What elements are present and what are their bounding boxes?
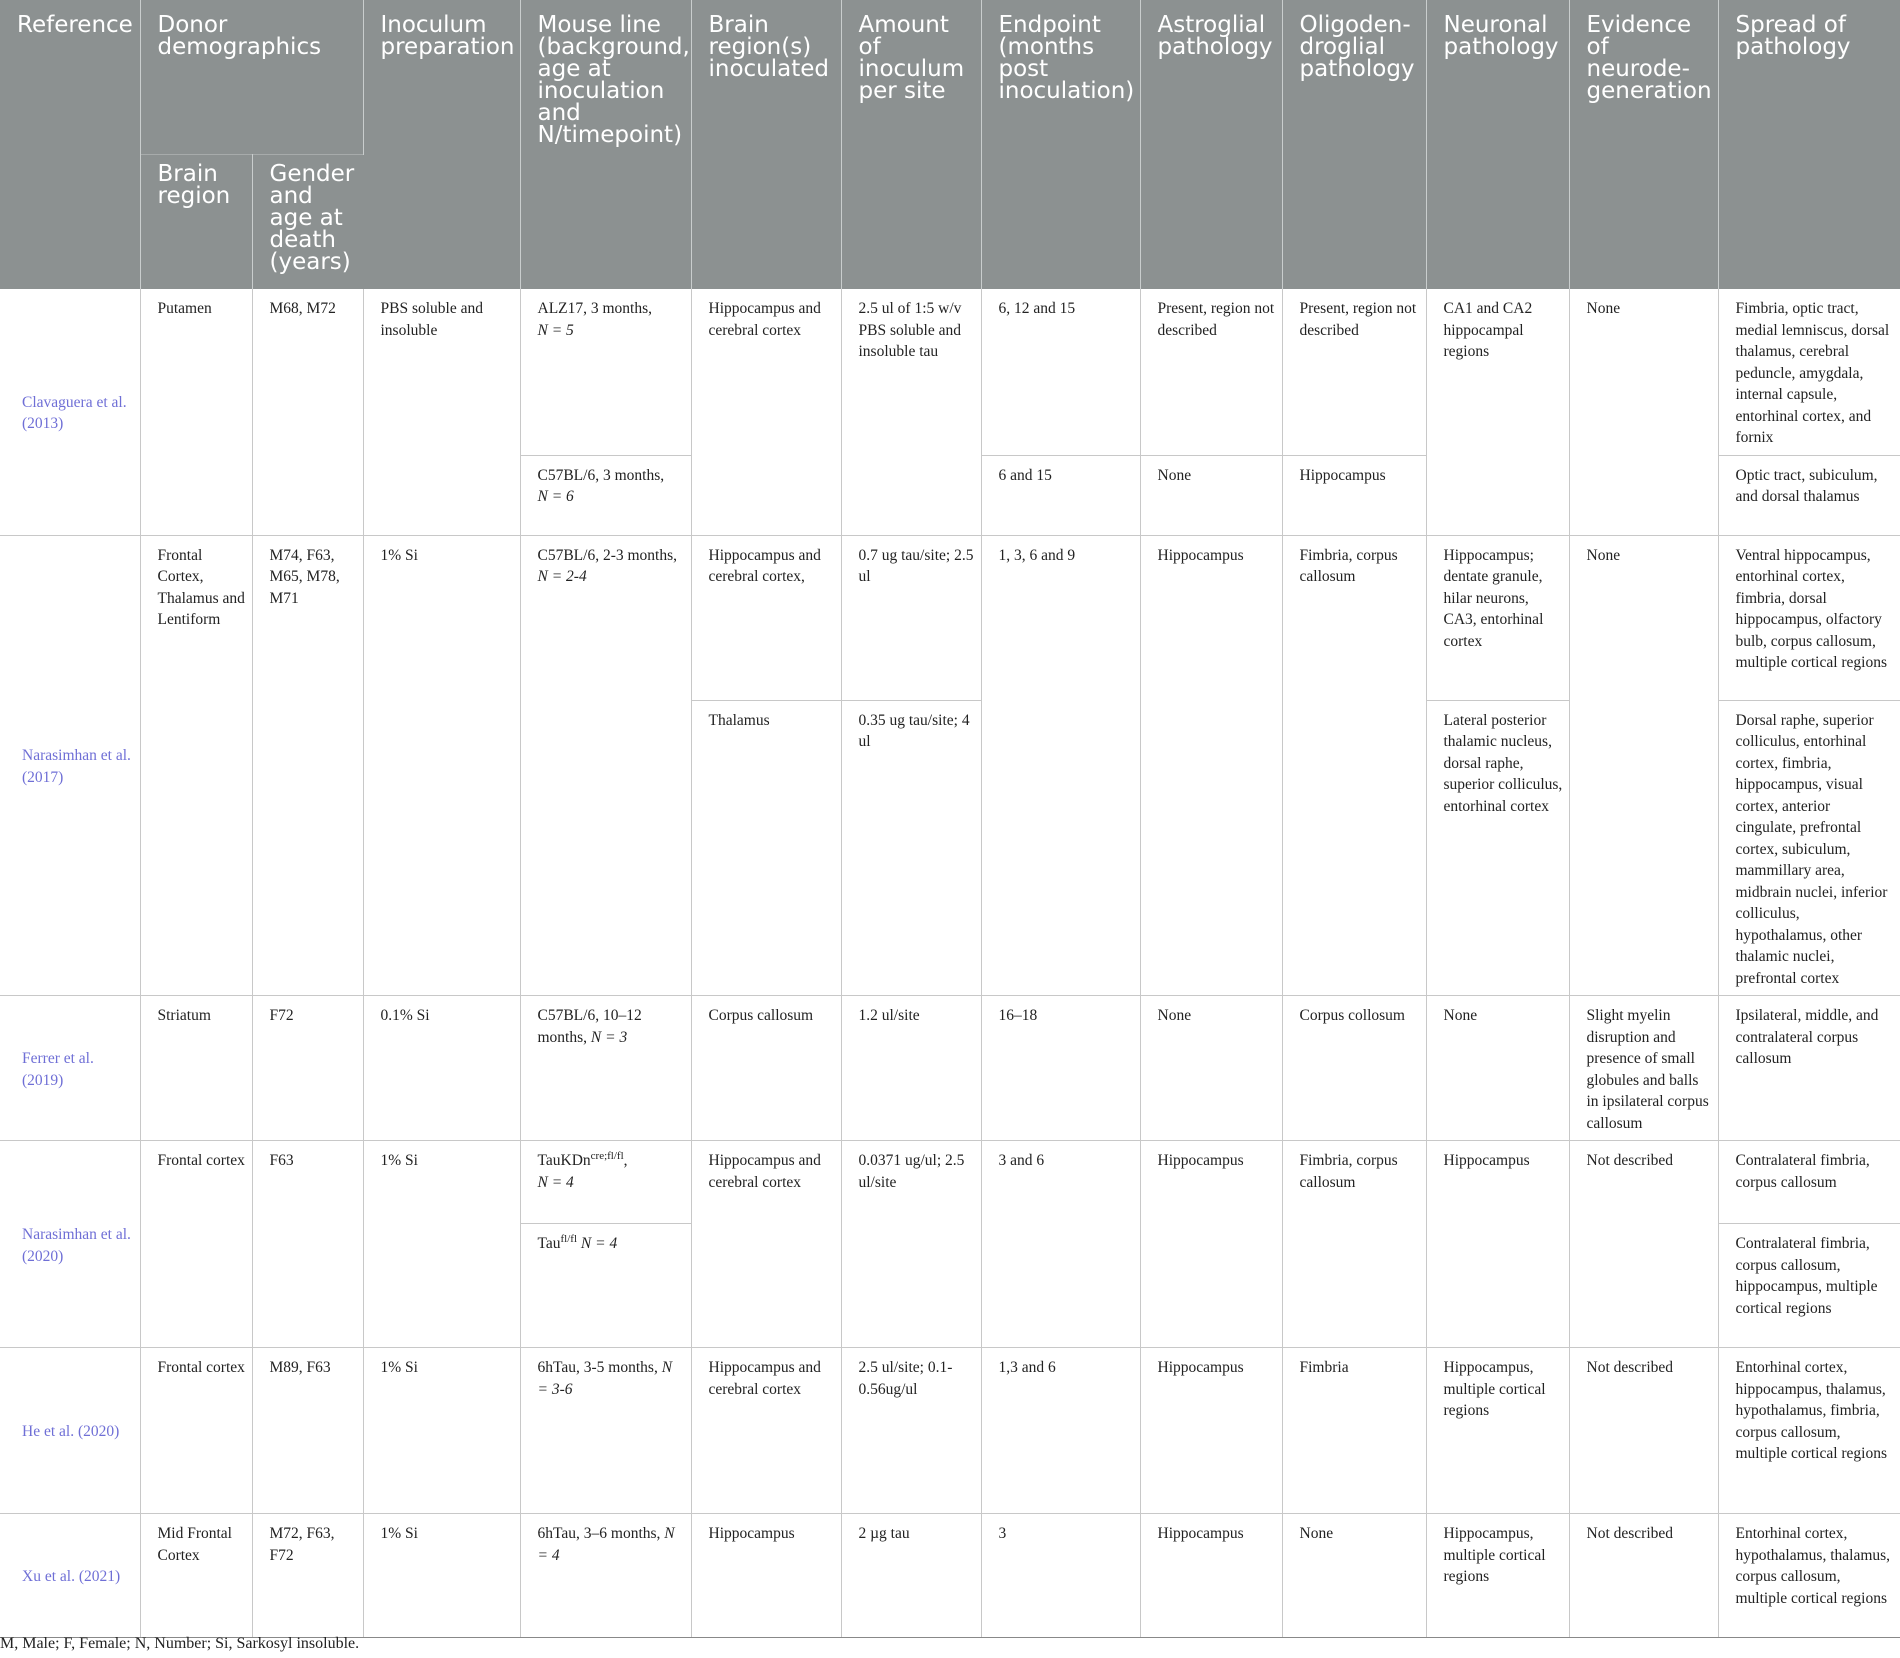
mouse-line-n: N = 2-4 <box>537 568 587 585</box>
cell-inoculum: PBS soluble and insoluble <box>363 289 520 535</box>
cell-neurodegeneration: None <box>1569 535 1718 996</box>
mouse-line-text: C57BL/6, 3 months, <box>537 466 665 484</box>
cell-endpoint: 1,3 and 6 <box>981 1348 1140 1514</box>
header-brain-region: Brain region <box>140 155 252 290</box>
cell-neurodegeneration: Slight myelin disruption and presence of small globules and balls in ipsilateral corpus callosum <box>1569 996 1718 1141</box>
reference-link[interactable]: Clavaguera et al. (2013) <box>0 289 140 535</box>
cell-inoculum: 1% Si <box>363 1141 520 1348</box>
cell-mouse-line <box>520 1514 691 1638</box>
reference-link[interactable]: He et al. (2020) <box>0 1348 140 1514</box>
table-body <box>0 289 1900 1638</box>
table-row <box>0 1348 1900 1514</box>
cell-mouse-line <box>520 289 691 455</box>
cell-amount: 0.35 ug tau/site; 4 ul <box>841 700 981 996</box>
cell-spread: Fimbria, optic tract, medial lemniscus, dorsal thalamus, cerebral peduncle, amygdala, internal capsule, entorhinal cortex, and fornix <box>1718 289 1900 455</box>
cell-endpoint: 1, 3, 6 and 9 <box>981 535 1140 996</box>
cell-gender-age: M68, M72 <box>252 289 363 535</box>
cell-amount: 0.0371 ug/ul; 2.5 ul/site <box>841 1141 981 1348</box>
mouse-line-text: 6hTau, 3-5 months, <box>537 1359 658 1376</box>
cell-neuronal: None <box>1426 996 1569 1141</box>
cell-inoculum: 0.1% Si <box>363 996 520 1141</box>
mouse-line-text: C57BL/6, 10–12 months, <box>537 1007 642 1046</box>
reference-link[interactable]: Narasimhan et al. (2020) <box>0 1141 140 1348</box>
cell-astroglial: Present, region not described <box>1140 289 1282 455</box>
cell-astroglial: Hippocampus <box>1140 535 1282 996</box>
cell-inoculum: 1% Si <box>363 1514 520 1638</box>
cell-brain-region: Frontal cortex <box>140 1348 252 1514</box>
cell-gender-age: M72, F63, F72 <box>252 1514 363 1638</box>
cell-spread: Contralateral fimbria, corpus callosum, hippocampus, multiple cortical regions <box>1718 1224 1900 1348</box>
cell-brain-region: Striatum <box>140 996 252 1141</box>
cell-neuronal: CA1 and CA2 hippocampal regions <box>1426 289 1569 535</box>
cell-spread: Ipsilateral, middle, and contralateral corpus callosum <box>1718 996 1900 1141</box>
mouse-line-n: N = 4 <box>537 1525 675 1564</box>
cell-endpoint: 3 and 6 <box>981 1141 1140 1348</box>
header-endpoint: Endpoint (months post inoculation) <box>981 0 1140 289</box>
cell-inoculated: Hippocampus <box>691 1514 841 1638</box>
cell-astroglial: None <box>1140 455 1282 535</box>
header-neurodegeneration: Evidence of neurode-generation <box>1569 0 1718 289</box>
table-header <box>0 0 1900 289</box>
mouse-line-text: C57BL/6, 2-3 months, <box>537 546 678 564</box>
cell-neuronal: Lateral posterior thalamic nucleus, dorsal raphe, superior colliculus, entorhinal cortex <box>1426 700 1569 996</box>
cell-brain-region: Putamen <box>140 289 252 535</box>
cell-inoculum: 1% Si <box>363 535 520 996</box>
mouse-line-n: N = 4 <box>537 1173 574 1191</box>
cell-brain-region: Frontal Cortex, Thalamus and Lentiform <box>140 535 252 996</box>
cell-amount: 2.5 ul of 1:5 w/v PBS soluble and insoluble tau <box>841 289 981 535</box>
reference-link[interactable]: Narasimhan et al. (2017) <box>0 535 140 996</box>
header-neuronal: Neuronal pathology <box>1426 0 1569 289</box>
cell-neurodegeneration: Not described <box>1569 1514 1718 1638</box>
mouse-line-superscript: cre;fl/fl <box>590 1149 624 1162</box>
cell-neurodegeneration: Not described <box>1569 1348 1718 1514</box>
header-spread: Spread of pathology <box>1718 0 1900 289</box>
header-oligodendroglial: Oligoden-droglial pathology <box>1282 0 1426 289</box>
cell-gender-age: F63 <box>252 1141 363 1348</box>
cell-neuronal: Hippocampus, multiple cortical regions <box>1426 1348 1569 1514</box>
table-row <box>0 1141 1900 1224</box>
header-reference: Reference <box>0 0 140 289</box>
cell-gender-age: M89, F63 <box>252 1348 363 1514</box>
cell-inoculated: Hippocampus and cerebral cortex <box>691 1348 841 1514</box>
cell-endpoint: 3 <box>981 1514 1140 1638</box>
cell-mouse-line <box>520 455 691 535</box>
header-inoculum-preparation: Inoculum preparation <box>363 0 520 289</box>
mouse-line-base: Tau <box>537 1235 561 1252</box>
cell-gender-age: F72 <box>252 996 363 1141</box>
cell-neurodegeneration: Not described <box>1569 1141 1718 1348</box>
cell-astroglial: None <box>1140 996 1282 1141</box>
cell-mouse-line: TauKDn$^{cre;fl/fl}$, N = 4 <box>520 1141 691 1224</box>
cell-endpoint: 6, 12 and 15 <box>981 289 1140 455</box>
cell-neuronal: Hippocampus, multiple cortical regions <box>1426 1514 1569 1638</box>
header-donor-demographics: Donor demographics <box>140 0 363 155</box>
cell-brain-region: Mid Frontal Cortex <box>140 1514 252 1638</box>
cell-endpoint: 6 and 15 <box>981 455 1140 535</box>
cell-oligodendroglial: Corpus collosum <box>1282 996 1426 1141</box>
reference-link[interactable]: Xu et al. (2021) <box>0 1514 140 1638</box>
cell-mouse-line <box>520 535 691 996</box>
cell-mouse-line <box>520 996 691 1141</box>
cell-endpoint: 16–18 <box>981 996 1140 1141</box>
cell-oligodendroglial: Fimbria, corpus callosum <box>1282 535 1426 996</box>
cell-astroglial: Hippocampus <box>1140 1141 1282 1348</box>
cell-inoculated: Hippocampus and cerebral cortex <box>691 289 841 535</box>
mouse-line-n: N = 4 <box>580 1235 618 1252</box>
cell-oligodendroglial: Fimbria <box>1282 1348 1426 1514</box>
header-mouse-line: Mouse line (background, age at inoculation and N/timepoint) <box>520 0 691 289</box>
mouse-line-n: N = 5 <box>537 321 574 339</box>
cell-amount: 2.5 ul/site; 0.1-0.56ug/ul <box>841 1348 981 1514</box>
cell-oligodendroglial: Hippocampus <box>1282 455 1426 535</box>
cell-spread: Optic tract, subiculum, and dorsal thalamus <box>1718 455 1900 535</box>
mouse-line-text: ALZ17, 3 months, <box>537 300 653 317</box>
cell-inoculated: Hippocampus and cerebral cortex <box>691 1141 841 1348</box>
mouse-line-n: N = 6 <box>537 488 574 505</box>
cell-inoculated: Corpus callosum <box>691 996 841 1141</box>
cell-brain-region: Frontal cortex <box>140 1141 252 1348</box>
table-footnote: M, Male; F, Female; N, Number; Si, Sarkosyl insoluble. <box>0 1635 360 1652</box>
mouse-line-text: 6hTau, 3–6 months, <box>537 1525 661 1542</box>
table-row <box>0 1514 1900 1638</box>
mouse-line-superscript: fl/fl <box>560 1232 578 1245</box>
header-astroglial: Astroglial pathology <box>1140 0 1282 289</box>
cell-spread: Ventral hippocampus, entorhinal cortex, fimbria, dorsal hippocampus, olfactory bulb, corpus callosum, multiple cortical regions <box>1718 535 1900 700</box>
cell-oligodendroglial: Present, region not described <box>1282 289 1426 455</box>
cell-spread: Dorsal raphe, superior colliculus, entorhinal cortex, fimbria, hippocampus, visual cortex, anterior cingulate, prefrontal cortex, subiculum, mammillary area, midbrain nuclei, inferior colliculus, hypothalamus, other thalamic nuclei, prefrontal cortex <box>1718 700 1900 996</box>
mouse-line-base: TauKDn <box>537 1152 591 1169</box>
cell-neurodegeneration: None <box>1569 289 1718 535</box>
cell-spread: Entorhinal cortex, hypothalamus, thalamus, corpus callosum, multiple cortical regions <box>1718 1514 1900 1638</box>
mouse-line-n: N = 3 <box>590 1028 628 1046</box>
table-row <box>0 996 1900 1141</box>
cell-inoculum: 1% Si <box>363 1348 520 1514</box>
cell-spread: Entorhinal cortex, hippocampus, thalamus, hypothalamus, fimbria, corpus callosum, multiple cortical regions <box>1718 1348 1900 1514</box>
cell-amount: 2 µg tau <box>841 1514 981 1638</box>
cell-gender-age: M74, F63, M65, M78, M71 <box>252 535 363 996</box>
cell-amount: 1.2 ul/site <box>841 996 981 1141</box>
cell-astroglial: Hippocampus <box>1140 1348 1282 1514</box>
cell-astroglial: Hippocampus <box>1140 1514 1282 1638</box>
cell-neuronal: Hippocampus; dentate granule, hilar neurons, CA3, entorhinal cortex <box>1426 535 1569 700</box>
cell-oligodendroglial: None <box>1282 1514 1426 1638</box>
cell-spread: Contralateral fimbria, corpus callosum <box>1718 1141 1900 1224</box>
header-gender-age: Gender and age at death (years) <box>252 155 363 290</box>
cell-inoculated: Thalamus <box>691 700 841 996</box>
header-brain-regions-inoculated: Brain region(s) inoculated <box>691 0 841 289</box>
cell-mouse-line <box>520 1224 691 1348</box>
header-amount-inoculum: Amount of inoculum per site <box>841 0 981 289</box>
reference-link[interactable]: Ferrer et al. (2019) <box>0 996 140 1141</box>
cell-oligodendroglial: Fimbria, corpus callosum <box>1282 1141 1426 1348</box>
cell-neuronal: Hippocampus <box>1426 1141 1569 1348</box>
cell-mouse-line <box>520 1348 691 1514</box>
cell-inoculated: Hippocampus and cerebral cortex, <box>691 535 841 700</box>
table-row <box>0 535 1900 700</box>
cell-amount: 0.7 ug tau/site; 2.5 ul <box>841 535 981 700</box>
table-row <box>0 289 1900 455</box>
mouse-line-n: N = 3-6 <box>537 1359 673 1398</box>
